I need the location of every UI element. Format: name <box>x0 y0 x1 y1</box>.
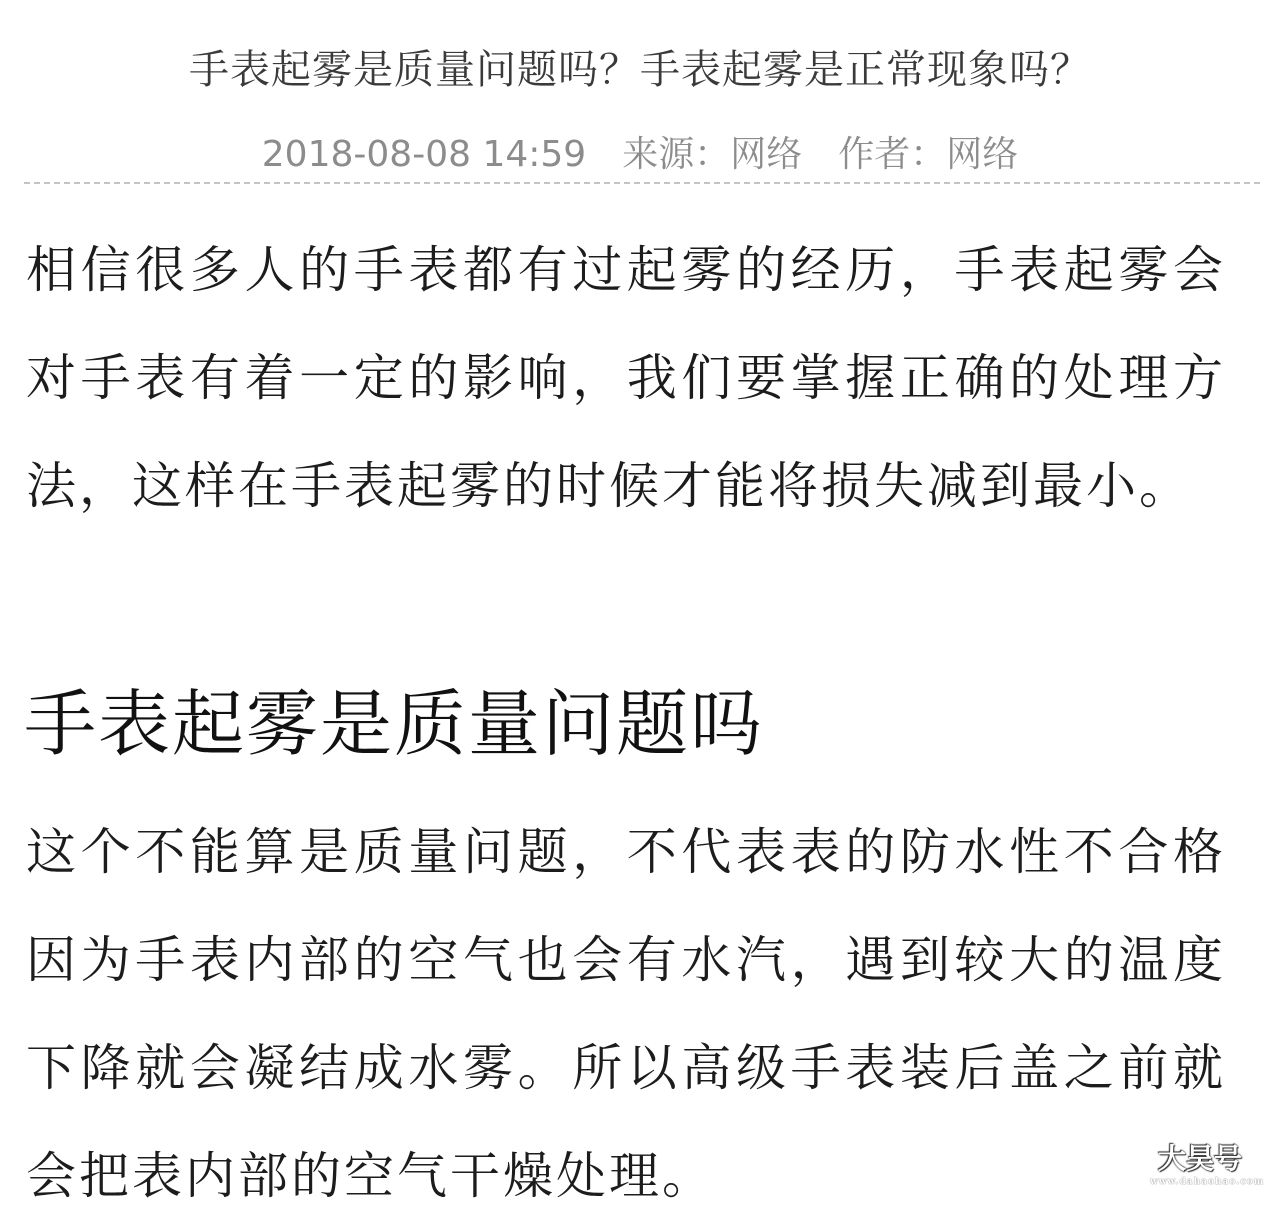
section-paragraph: 这个不能算是质量问题，不代表表的防水性不合格因为手表内部的空气也会有水汽，遇到较大的温度下降就会凝结成水雾。所以高级手表装后盖之前就会把表内部的空气干燥处理。 <box>26 823 1226 1205</box>
article-title: 手表起雾是质量问题吗？手表起雾是正常现象吗？ <box>189 47 1091 93</box>
meta-divider <box>24 182 1260 184</box>
watermark-subtext: www.dahaohao.com <box>1150 1177 1265 1187</box>
intro-paragraph: 相信很多人的手表都有过起雾的经历，手表起雾会对手表有着一定的影响，我们要掌握正确的处理方法，这样在手表起雾的时候才能将损失减到最小。 <box>26 241 1226 515</box>
article-source: 来源：网络 <box>622 134 803 175</box>
article-author: 作者：网络 <box>838 134 1019 175</box>
article-meta <box>0 128 1280 182</box>
watermark-text: 大昊号 <box>1157 1142 1242 1175</box>
section-heading: 手表起雾是质量问题吗 <box>24 682 765 766</box>
watermark-logo <box>1150 1142 1265 1194</box>
article-datetime: 2018-08-08 14:59 <box>261 134 587 175</box>
